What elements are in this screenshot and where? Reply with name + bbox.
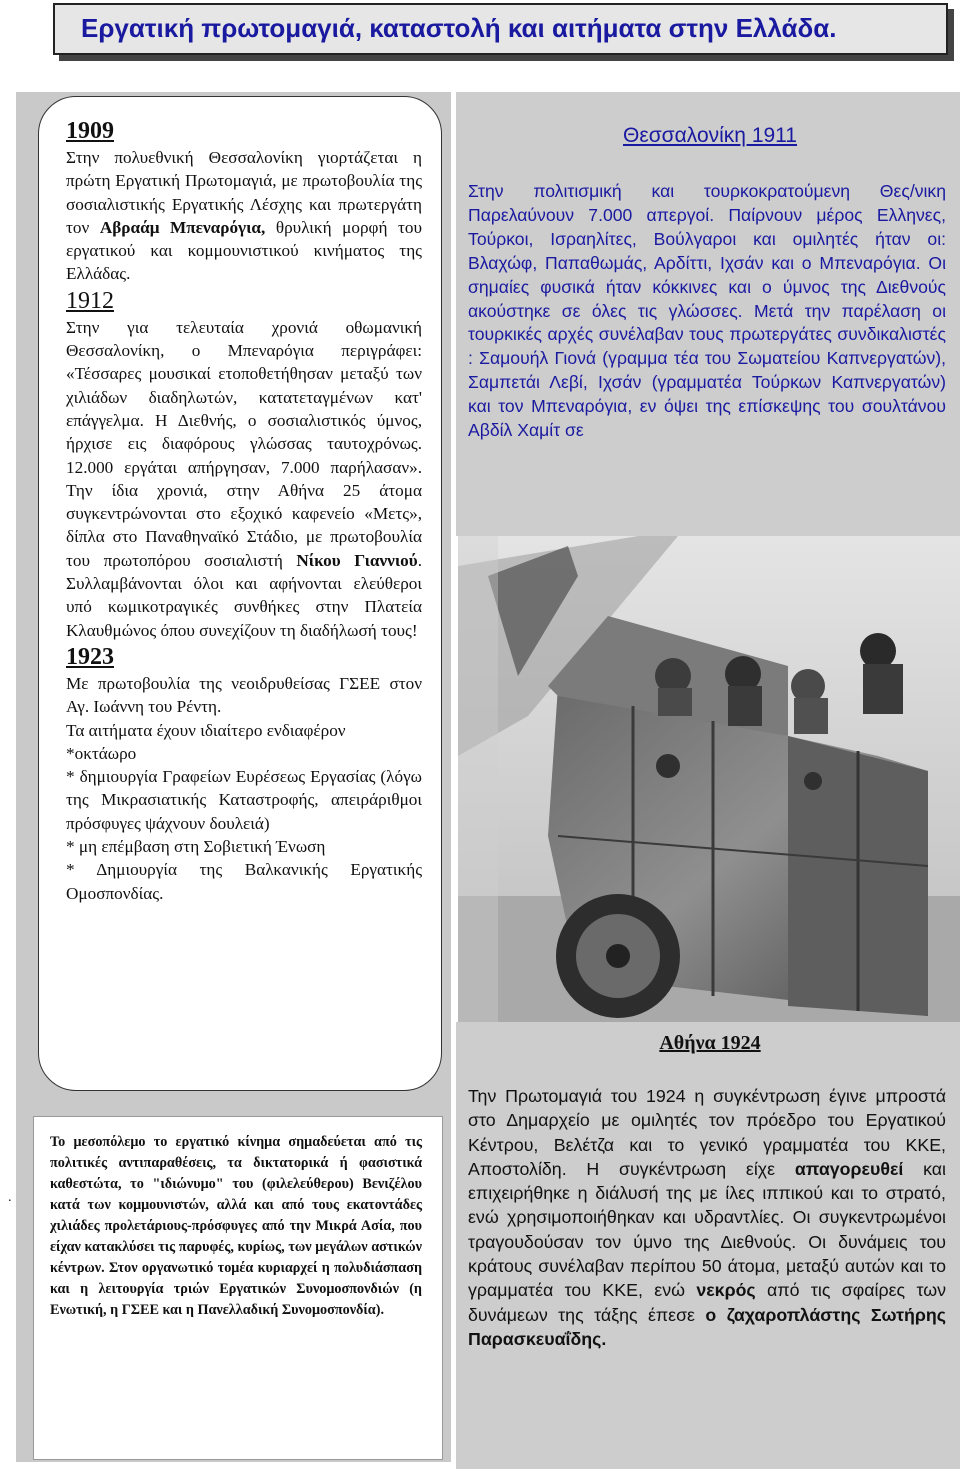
name-giannios: Νίκου Γιαννιού bbox=[296, 550, 418, 570]
name-benaroya: Αβραάμ Μπεναρόγια, bbox=[99, 217, 266, 237]
armored-truck-photo bbox=[458, 536, 960, 1022]
page-title: Εργατική πρωτομαγιά, καταστολή και αιτήματα στην Ελλάδα. bbox=[81, 13, 837, 43]
text-1909-c: θρυλική μορφή του εργατικού και κομμουνιστικού κινήματος της Ελλάδας. bbox=[66, 217, 423, 284]
athens-heading: Αθήνα 1924 bbox=[659, 1032, 761, 1054]
year-1909: 1909 bbox=[66, 118, 114, 144]
athens-bold-banned: απαγορευθεί bbox=[794, 1158, 904, 1179]
armored-truck-photo-illustration bbox=[458, 536, 960, 1022]
thessaloniki-paragraph: Στην πολιτισμική και τουρκοκρατούμενη Θες/νικη Παρελαύνουν 7.000 απεργοί. Παίρνουν μέρος Ελληνες, Τούρκοι, Ισραηλίτες, Βούλγαροι και ομιλητές ήταν οι: Βλαχώφ, Παπαθωμάς, Αρδίττι, Ιχσάν και ο Μπεναρόγια. Οι σημαίες φυσικά ήταν κόκκινες και ο ύμνος της Διεθνούς ακούστηκε σε όλες τις γλώσσες. Μετά την παρέλαση οι τουρκικές αρχές συνέλαβαν τους πρωτεργάτες συνδικαλιστές : Σαμουήλ Γιονά (γραμμα τέα του Σωματείου Καπνεργατών), Σαμπετάι Λεβί, Ιχσάν (γραμματέα Τούρκων Καπνεργατών) και τον Μπεναρόγια, εν όψει της επίσκεψης του σουλτάνου Αβδίλ Χαμίτ σε bbox=[468, 181, 946, 441]
demand-8hour: *οκτάωρο bbox=[66, 743, 137, 763]
athens-bold-dead: νεκρός bbox=[696, 1280, 756, 1301]
athens-text-3: από τις σφαίρες των δυνάμεων της τάξης έπεσε bbox=[468, 1280, 946, 1325]
text-1909-a: Στην πολυεθνική Θεσσαλονίκη γιορτάζεται η πρώτη Εργατική Πρωτομαγιά, με πρωτοβουλία της σοσιαλιστικής Εργατικής Λέσχης και πρωτεργάτη τον bbox=[66, 148, 422, 237]
history-text bbox=[66, 116, 422, 905]
paragraph-1912 bbox=[66, 316, 422, 642]
paragraph-1923-2: Τα αιτήματα έχουν ιδιαίτερο ενδιαφέρον bbox=[66, 720, 346, 740]
demand-soviet: * μη επέμβαση στη Σοβιετική Ένωση bbox=[66, 837, 326, 857]
demand-employment-offices: * δημιουργία Γραφείων Ευρέσεως Εργασίας (λόγω της Μικρασιατικής Καταστροφής, απειράριθμοι πρόσφυγες ψάχνουν δουλειά) bbox=[66, 767, 422, 833]
title-box bbox=[53, 3, 948, 55]
stray-dot: . bbox=[8, 1190, 12, 1205]
athens-text-1: Την Πρωτομαγιά του 1924 η συγκέντρωση έγινε μπροστά στο Δημαρχείο με ομιλητές τον πρόεδρο του Εργατικού Κέντρου, Βελέτζα και το γενικό γραμματέα του ΚΚΕ, Αποστολίδη. Η συγκέντρωση είχε bbox=[468, 1086, 946, 1179]
athens-paragraph bbox=[468, 1084, 946, 1351]
paragraph-1909 bbox=[66, 146, 422, 286]
year-1912: 1912 bbox=[66, 287, 114, 314]
text-1912-c: . Συλλαμβάνονται όλοι και αφήνονται ελεύθεροι υπό κωμικοτραγικές συνθήκες στην Πλατεία Κλαυθμώνος όπου συνεχίζουν τη διαδήλωσή τους! bbox=[66, 550, 422, 640]
year-1923: 1923 bbox=[66, 643, 114, 670]
athens-text bbox=[468, 1084, 946, 1351]
interwar-note-text: Το μεσοπόλεμο το εργατικό κίνημα σημαδεύεται από τις πολιτικές αντιπαραθέσεις, τα δικτατορικά ή φασιστικά καθεστώτα, το "ιδιώνυμο" του (φιλελεύθερου) Βενιζέλου κατά των κομμουνιστών, αλλά και από τους εκατοντάδες χιλιάδες προλετάριους-πρόσφυγες από την Μικρά Ασία, που είχαν κατακλύσει τις παρυφές, κυρίως, των μεγάλων αστικών κέντρων. Στον οργανωτικό τομέα κυριαρχεί η πολυδιάσπαση και η λειτουργία τριών Εργατικών Συνομοσπονδιών (η Ενωτική, η ΓΣΕΕ και η Πανελλαδική Συνομοσπονδία). bbox=[50, 1134, 422, 1318]
text-1912-a: Στην για τελευταία χρονιά οθωμανική Θεσσαλονίκη, ο Μπεναρόγια περιγράφει: «Τέσσαρες μουσικαί ετοποθετήθησαν μεταξύ των χιλιάδων διαδηλωτών, κατατεταγμένων κατ' επάγγελμα. Η Διεθνής, ο σοσιαλιστικός ύμνος, ήρχισε εις διαφόρους γλώσσας ταυτοχρόνως. 12.000 εργάται απήργησαν, 7.000 παρήλασαν». Την ίδια χρονιά, στην Αθήνα 25 άτομα συγκεντρώνονται στο εξοχικό καφενείο «Μετς», δίπλα στο Παναθηναϊκό Στάδιο, με πρωτοβουλία του πρωτοπόρου σοσιαλιστή bbox=[66, 317, 422, 570]
paragraph-1923-1: Με πρωτοβουλία της νεοιδρυθείσας ΓΣΕΕ στον Αγ. Ιωάννη του Ρέντη. bbox=[66, 673, 422, 717]
thessaloniki-text bbox=[468, 180, 946, 443]
thessaloniki-heading: Θεσσαλονίκη 1911 bbox=[623, 124, 797, 147]
demand-balkan-federation: * Δημιουργία της Βαλκανικής Εργατικής Ομοσπονδίας. bbox=[66, 860, 422, 903]
athens-text-2: και επιχειρήθηκε η διάλυσή της με ίλες ιππικού και το στρατό, ενώ χρησιμοποιήθηκαν και υδραντλίες. Οι συγκεντρωμένοι τραγουδούσαν τον ύμνο της Διεθνούς. Οι δυνάμεις του κράτους συνέλαβαν περίπου 50 άτομα, μεταξύ αυτών και το γραμματέα του ΚΚΕ, ενώ bbox=[468, 1158, 946, 1301]
athens-bold-name: ο ζαχαροπλάστης Σωτήρης Παρασκευαΐδης. bbox=[468, 1304, 946, 1349]
